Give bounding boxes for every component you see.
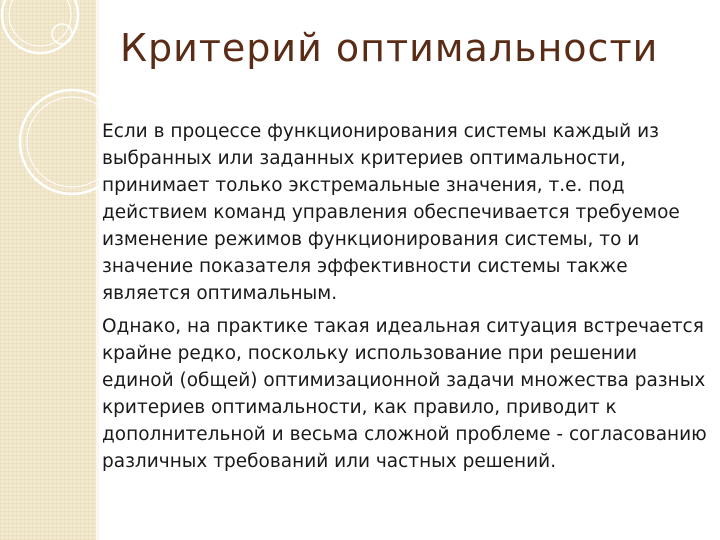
body-paragraph-2: Однако, на практике такая идеальная ситуация встречается крайне редко, поскольку использование при решении единой (общей) оптимизационной задачи множества разных критериев оптимальности, как правило, приводит к дополнительной и весьма сложной проблеме - согласованию различных требований или частных решений. — [102, 316, 707, 472]
slide-title: Критерий оптимальности — [120, 26, 659, 70]
ornament-circle-large — [2, 0, 78, 53]
ornament-circle-small — [52, 24, 72, 44]
slide-body — [102, 118, 708, 481]
ornament-circle-large-inner — [9, 0, 71, 46]
body-paragraph-1: Если в процессе функционирования системы каждый из выбранных или заданных критериев оптимальности, принимает только экстремальные значения, т.е. под действием команд управления обеспечивается требуемое изменение режимов функционирования системы, то и значение показателя эффективности системы также является оптимальным. — [102, 121, 680, 304]
